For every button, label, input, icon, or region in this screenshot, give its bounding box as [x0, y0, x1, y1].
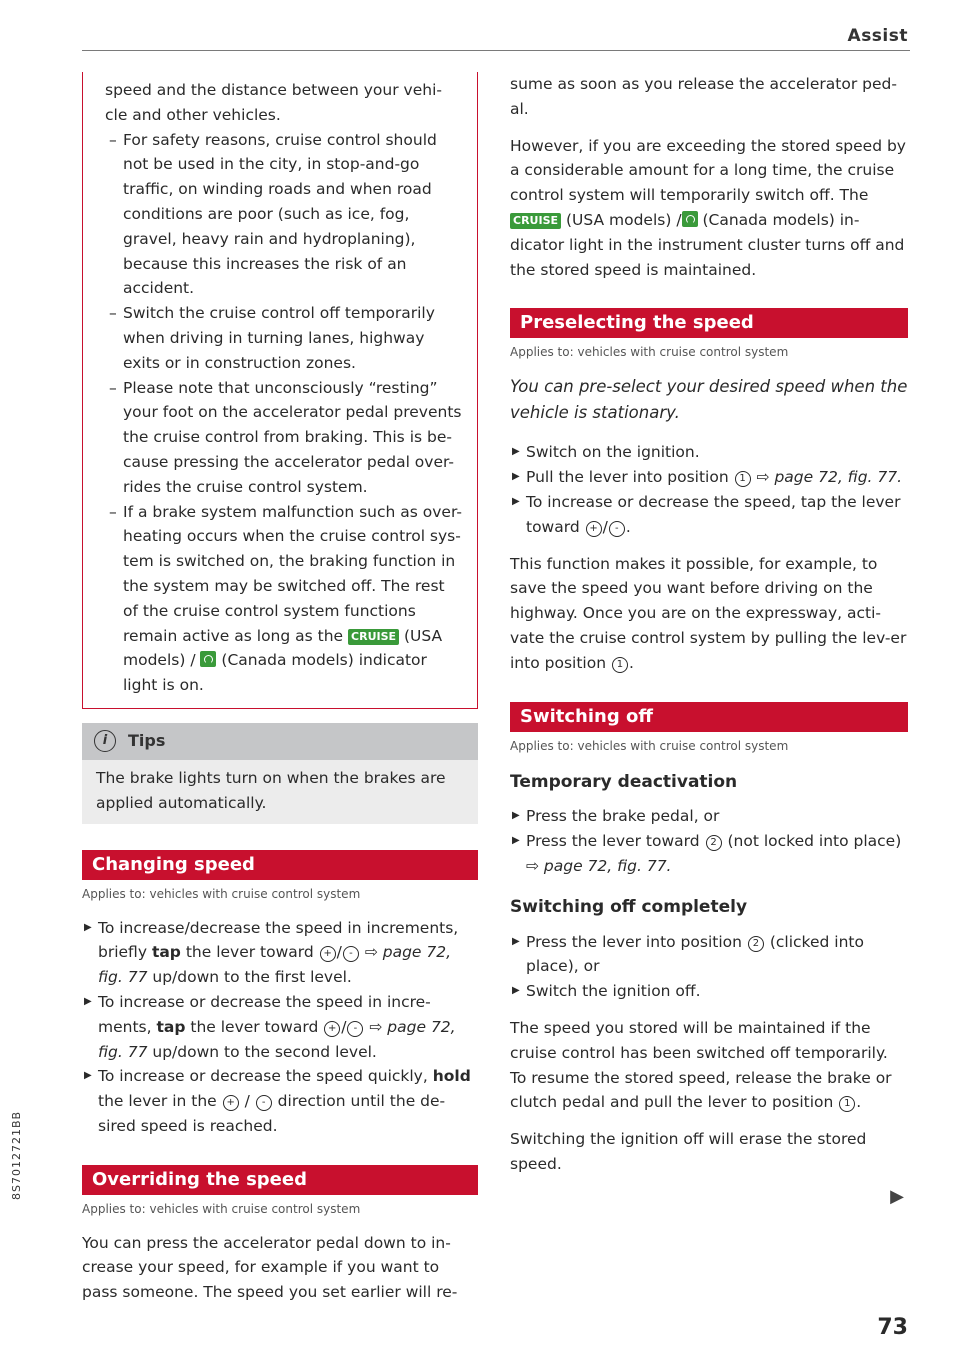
applies-to: Applies to: vehicles with cruise control system — [82, 1201, 361, 1216]
warning-intro: speed and the distance between your vehi-cle and other vehicles. — [105, 81, 442, 124]
triangle-bullet-icon: ▶ — [512, 495, 520, 507]
triangle-bullet-icon: ▶ — [512, 935, 520, 947]
step-item: ▶ Press the lever toward 2 (not locked into place) ⇨ page 72, fig. 77. — [510, 829, 908, 879]
position-two-icon: 2 — [748, 936, 764, 952]
step-item: ▶ To increase/decrease the speed in increments, briefly tap the lever toward + / - ⇨ page 72, fig. 77 up/down to the first level. — [82, 916, 478, 990]
section-title: Assist — [847, 26, 908, 46]
overriding-body: You can press the accelerator pedal down to in-crease your speed, for example if you want to pass someone. The speed you set earlier will re- — [82, 1233, 458, 1302]
cruise-indicator-icon: CRUISE — [510, 213, 561, 229]
triangle-bullet-icon: ▶ — [512, 471, 520, 483]
cruise-indicator-icon: CRUISE — [348, 629, 399, 645]
continue-arrow-icon: ▶ — [890, 1186, 904, 1207]
plus-circle-icon: + — [586, 521, 602, 537]
step-item: ▶ Press the lever into position 2 (clicked into place), or — [510, 930, 908, 980]
warning-item: – If a brake system malfunction such as over-heating occurs when the cruise control sys-tem is switched on, the braking function in the system may be switched off. The rest of the cruise control system functions remain active as long as the CRUISE (USA models) / (Canada models) indicator light is on. — [109, 502, 462, 695]
left-column — [82, 72, 478, 1305]
heading-preselecting-speed: Preselecting the speed — [510, 308, 908, 338]
header-rule — [82, 50, 910, 51]
subheading-completely: Switching off completely — [510, 896, 748, 917]
applies-to: Applies to: vehicles with cruise control system — [510, 738, 789, 753]
triangle-bullet-icon: ▶ — [84, 995, 92, 1007]
step-item: ▶ Switch the ignition off. — [510, 979, 908, 1004]
info-icon: i — [94, 730, 116, 752]
triangle-bullet-icon: ▶ — [84, 1070, 92, 1082]
side-code: 8S7012721BB — [10, 1110, 23, 1200]
plus-circle-icon: + — [324, 1021, 340, 1037]
heading-switching-off: Switching off — [510, 702, 908, 732]
warning-item: – Switch the cruise control off temporarily when driving in turning lanes, highway exits or in construction zones. — [109, 304, 435, 372]
continuation-text: sume as soon as you release the accelerator ped-al. — [510, 75, 897, 118]
step-item: ▶ Pull the lever into position 1 ⇨ page 72, fig. 77. — [510, 465, 908, 490]
step-item: ▶ Switch on the ignition. — [510, 440, 908, 465]
tips-body: The brake lights turn on when the brakes are applied automatically. — [82, 760, 478, 824]
right-column — [510, 72, 908, 1177]
minus-circle-icon: - — [256, 1095, 272, 1111]
applies-to: Applies to: vehicles with cruise control system — [510, 345, 789, 360]
minus-circle-icon: - — [609, 521, 625, 537]
triangle-bullet-icon: ▶ — [512, 985, 520, 997]
triangle-bullet-icon: ▶ — [512, 446, 520, 458]
stored-speed-paragraph: The speed you stored will be maintained if the cruise control has been switched off temporarily. To resume the stored speed, release the brake or clutch pedal and pull the lever to position 1 . — [510, 1018, 892, 1112]
tips-heading: i Tips — [82, 723, 478, 760]
erase-speed-paragraph: Switching the ignition off will erase the stored speed. — [510, 1130, 867, 1173]
subheading-temporary: Temporary deactivation — [510, 771, 738, 792]
plus-circle-icon: + — [223, 1095, 239, 1111]
cruise-canada-indicator-icon — [200, 651, 216, 667]
warning-item: – Please note that unconsciously “resting” your foot on the accelerator pedal prevents the cruise control from braking. This is be-cause pressing the accelerator pedal over-rides the cruise control system. — [109, 378, 462, 496]
triangle-bullet-icon: ▶ — [512, 835, 520, 847]
step-item: ▶ To increase or decrease the speed in incre-ments, tap the lever toward + / - ⇨ page 72, fig. 77 up/down to the second level. — [82, 990, 478, 1064]
step-item: ▶ To increase or decrease the speed quickly, hold the lever in the + / - direction until the de-sired speed is reached. — [82, 1064, 478, 1138]
minus-circle-icon: - — [343, 946, 359, 962]
applies-to: Applies to: vehicles with cruise control system — [82, 886, 361, 901]
warning-item: – For safety reasons, cruise control should not be used in the city, in stop-and-go traffic, on winding roads and when road conditions are poor (such as ice, fog, gravel, heavy rain and hydroplaning), because this increases the risk of an accident. — [109, 130, 437, 298]
exceeding-paragraph: However, if you are exceeding the stored speed by a considerable amount for a long time, the cruise control system will temporarily switch off. The CRUISE (USA models) / (Canada models) in-dicator light in the instrument cluster turns off and the stored speed is maintained. — [510, 136, 906, 279]
position-one-icon: 1 — [612, 657, 628, 673]
warning-box — [82, 72, 478, 709]
heading-overriding-speed: Overriding the speed — [82, 1165, 478, 1195]
triangle-bullet-icon: ▶ — [84, 921, 92, 933]
preselecting-intro: You can pre-select your desired speed when the vehicle is stationary. — [510, 377, 908, 423]
position-one-icon: 1 — [735, 471, 751, 487]
position-one-icon: 1 — [839, 1096, 855, 1112]
plus-circle-icon: + — [320, 946, 336, 962]
minus-circle-icon: - — [347, 1021, 363, 1037]
heading-changing-speed: Changing speed — [82, 850, 478, 880]
position-two-icon: 2 — [706, 835, 722, 851]
triangle-bullet-icon: ▶ — [512, 810, 520, 822]
cruise-canada-indicator-icon — [682, 211, 698, 227]
preselecting-paragraph: This function makes it possible, for example, to save the speed you want before driving on the highway. Once you are on the expressway, acti-vate the cruise control system by pulling the lev-er into position 1 . — [510, 554, 907, 672]
step-item: ▶ To increase or decrease the speed, tap the lever toward + / - . — [510, 490, 908, 540]
step-item: ▶ Press the brake pedal, or — [510, 804, 908, 829]
page-number: 73 — [877, 1315, 908, 1340]
